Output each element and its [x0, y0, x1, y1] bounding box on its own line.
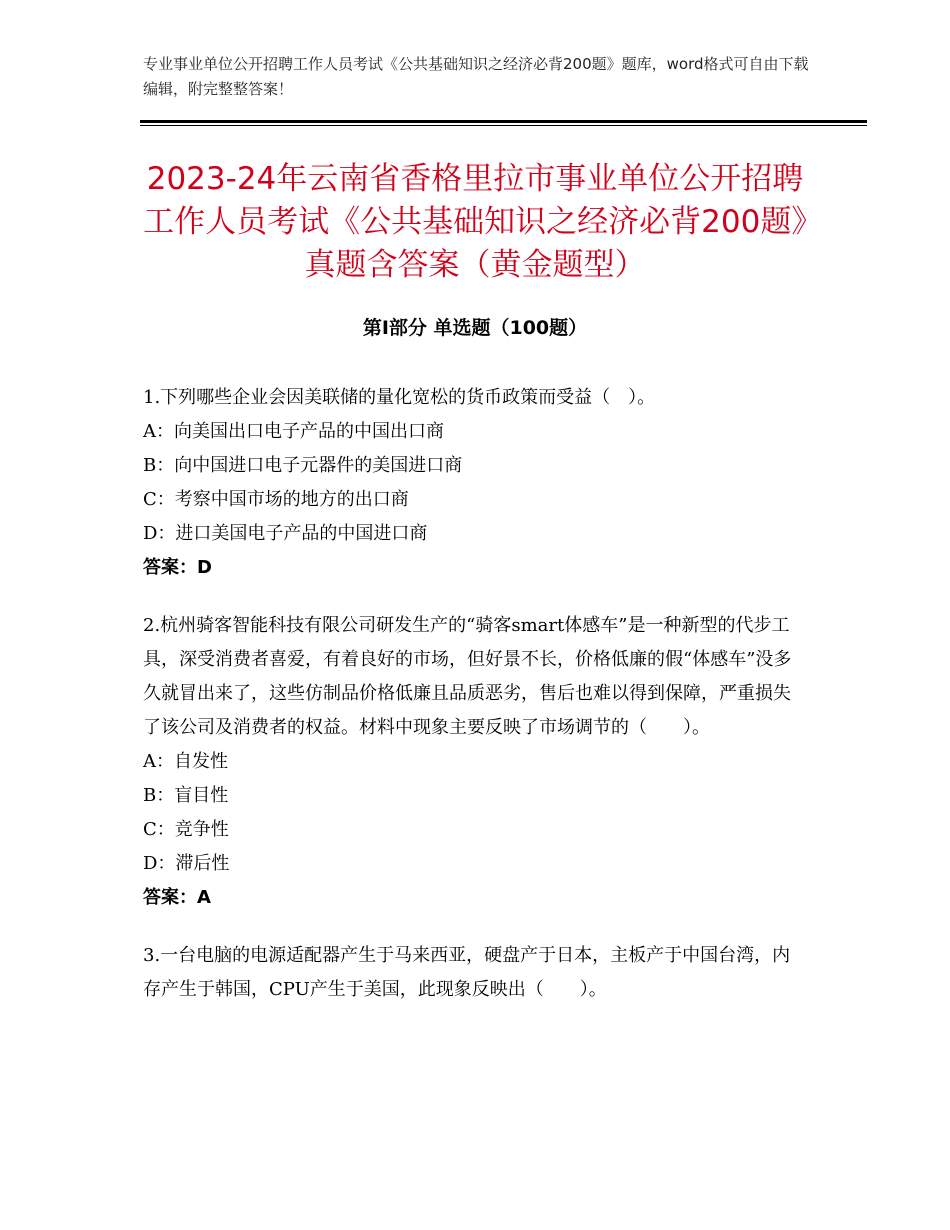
question-list — [143, 381, 803, 1031]
question-3 — [143, 939, 803, 1007]
option-c: C：考察中国市场的地方的出口商 — [143, 489, 409, 510]
header-divider-thick — [140, 120, 867, 123]
document-title: 2023-24年云南省香格里拉市事业单位公开招聘工作人员考试《公共基础知识之经济必背200题》真题含答案（黄金题型） — [143, 161, 807, 283]
question-2 — [143, 609, 803, 915]
answer: 答案：D — [143, 557, 212, 578]
question-stem: 1.下列哪些企业会因美联储的量化宽松的货币政策而受益（ ）。 — [143, 387, 656, 408]
option-b: B：向中国进口电子元器件的美国进口商 — [143, 455, 463, 476]
section-title: 第Ⅰ部分 单选题（100题） — [362, 317, 588, 339]
option-d: D：进口美国电子产品的中国进口商 — [143, 523, 428, 544]
question-stem: 2.杭州骑客智能科技有限公司研发生产的“骑客smart体感车”是一种新型的代步工具，深受消费者喜爱，有着良好的市场，但好景不长，价格低廉的假“体感车”没多久就冒出来了，这些仿制品价格低廉且品质恶劣，售后也难以得到保障，严重损失了该公司及消费者的权益。材料中现象主要反映了市场调节的（ ）。 — [143, 615, 792, 738]
header-divider-thin — [140, 125, 867, 126]
option-a: A：向美国出口电子产品的中国出口商 — [143, 421, 444, 442]
option-a: A：自发性 — [143, 751, 228, 772]
option-d: D：滞后性 — [143, 853, 230, 874]
answer: 答案：A — [143, 887, 211, 908]
question-stem: 3.一台电脑的电源适配器产生于马来西亚，硬盘产于日本，主板产于中国台湾，内存产生于韩国，CPU产生于美国，此现象反映出（ ）。 — [143, 945, 791, 1000]
question-1 — [143, 381, 803, 585]
header-divider — [140, 120, 867, 126]
document-header-note: 专业事业单位公开招聘工作人员考试《公共基础知识之经济必背200题》题库，word格式可自由下载编辑，附完整整答案！ — [143, 55, 809, 98]
option-c: C：竞争性 — [143, 819, 229, 840]
option-b: B：盲目性 — [143, 785, 229, 806]
